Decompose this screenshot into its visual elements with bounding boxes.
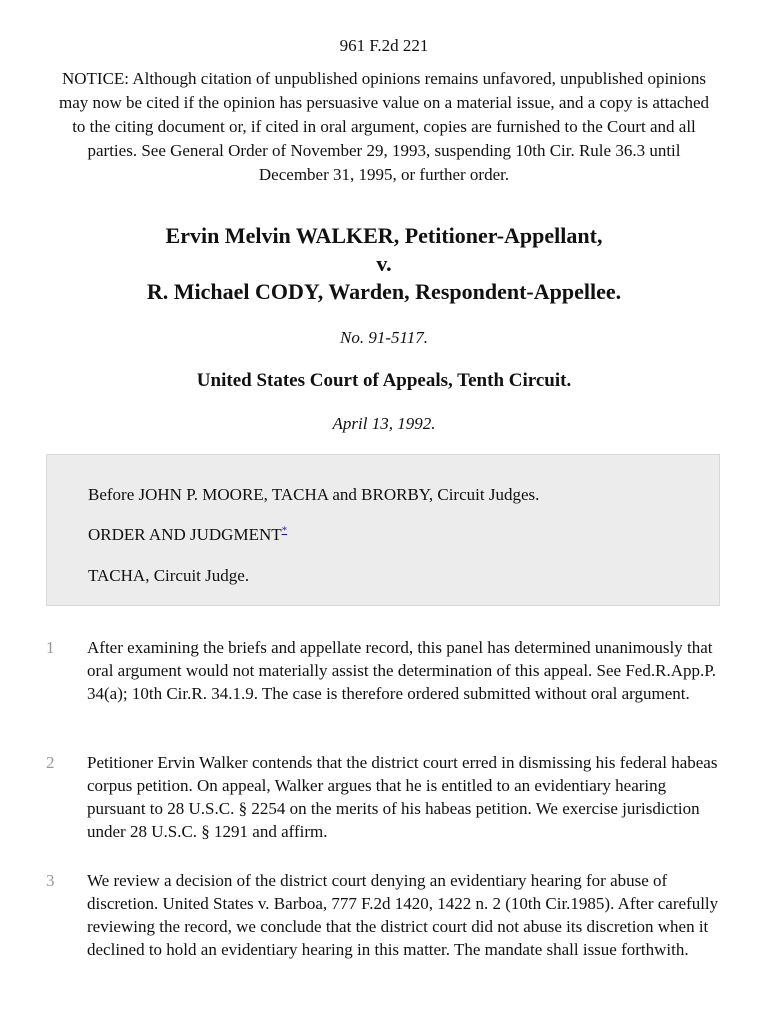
- versus-label: v.: [376, 251, 392, 276]
- court-name: United States Court of Appeals, Tenth Circuit.: [196, 370, 572, 391]
- paragraph-number: 2: [46, 753, 55, 772]
- panel-box: [46, 454, 720, 606]
- case-citation: 961 F.2d 221: [339, 36, 429, 55]
- decision-date: April 13, 1992.: [332, 414, 436, 433]
- order-heading: [88, 525, 287, 545]
- case-caption: [0, 222, 768, 306]
- docket-number: No. 91-5117.: [340, 328, 428, 347]
- paragraph-text: Petitioner Ervin Walker contends that the district court erred in dismissing his federal habeas corpus petition. On appeal, Walker argues that he is entitled to an evidentiary hearing pursuant to 28 U.S.C. § 2254 on the merits of his habeas petition. We exercise jurisdiction under 28 U.S.C. § 1291 and affirm.: [87, 753, 718, 841]
- appellant-name: Ervin Melvin WALKER, Petitioner-Appellant,: [165, 223, 603, 248]
- paragraph-number: 3: [46, 871, 55, 890]
- appellee-name: R. Michael CODY, Warden, Respondent-Appellee.: [146, 279, 622, 304]
- order-title: ORDER AND JUDGMENT: [88, 525, 282, 544]
- paragraph-text: We review a decision of the district court denying an evidentiary hearing for abuse of discretion. United States v. Barboa, 777 F.2d 1420, 1422 n. 2 (10th Cir.1985). After carefully reviewing the record, we conclude that the district court did not abuse its discretion when it declined to hold an evidentiary hearing in this matter. The mandate shall issue forthwith.: [87, 871, 719, 959]
- paragraph-text: After examining the briefs and appellate record, this panel has determined unanimously that oral argument would not materially assist the determination of this appeal. See Fed.R.App.P. 34(a); 10th Cir.R. 34.1.9. The case is therefore ordered submitted without oral argument.: [87, 638, 717, 703]
- opinion-author: TACHA, Circuit Judge.: [88, 566, 250, 585]
- panel-judges: Before JOHN P. MOORE, TACHA and BRORBY, Circuit Judges.: [88, 485, 540, 504]
- paragraph-number: 1: [46, 638, 55, 657]
- unpublished-opinion-notice: NOTICE: Although citation of unpublished opinions remains unfavored, unpublished opinions may now be cited if the opinion has persuasive value on a material issue, and a copy is attached to the citing document or, if cited in oral argument, copies are furnished to the Court and all parties. See General Order of November 29, 1993, suspending 10th Cir. Rule 36.3 until December 31, 1995, or further order.: [58, 69, 710, 184]
- footnote-link[interactable]: *: [281, 524, 288, 537]
